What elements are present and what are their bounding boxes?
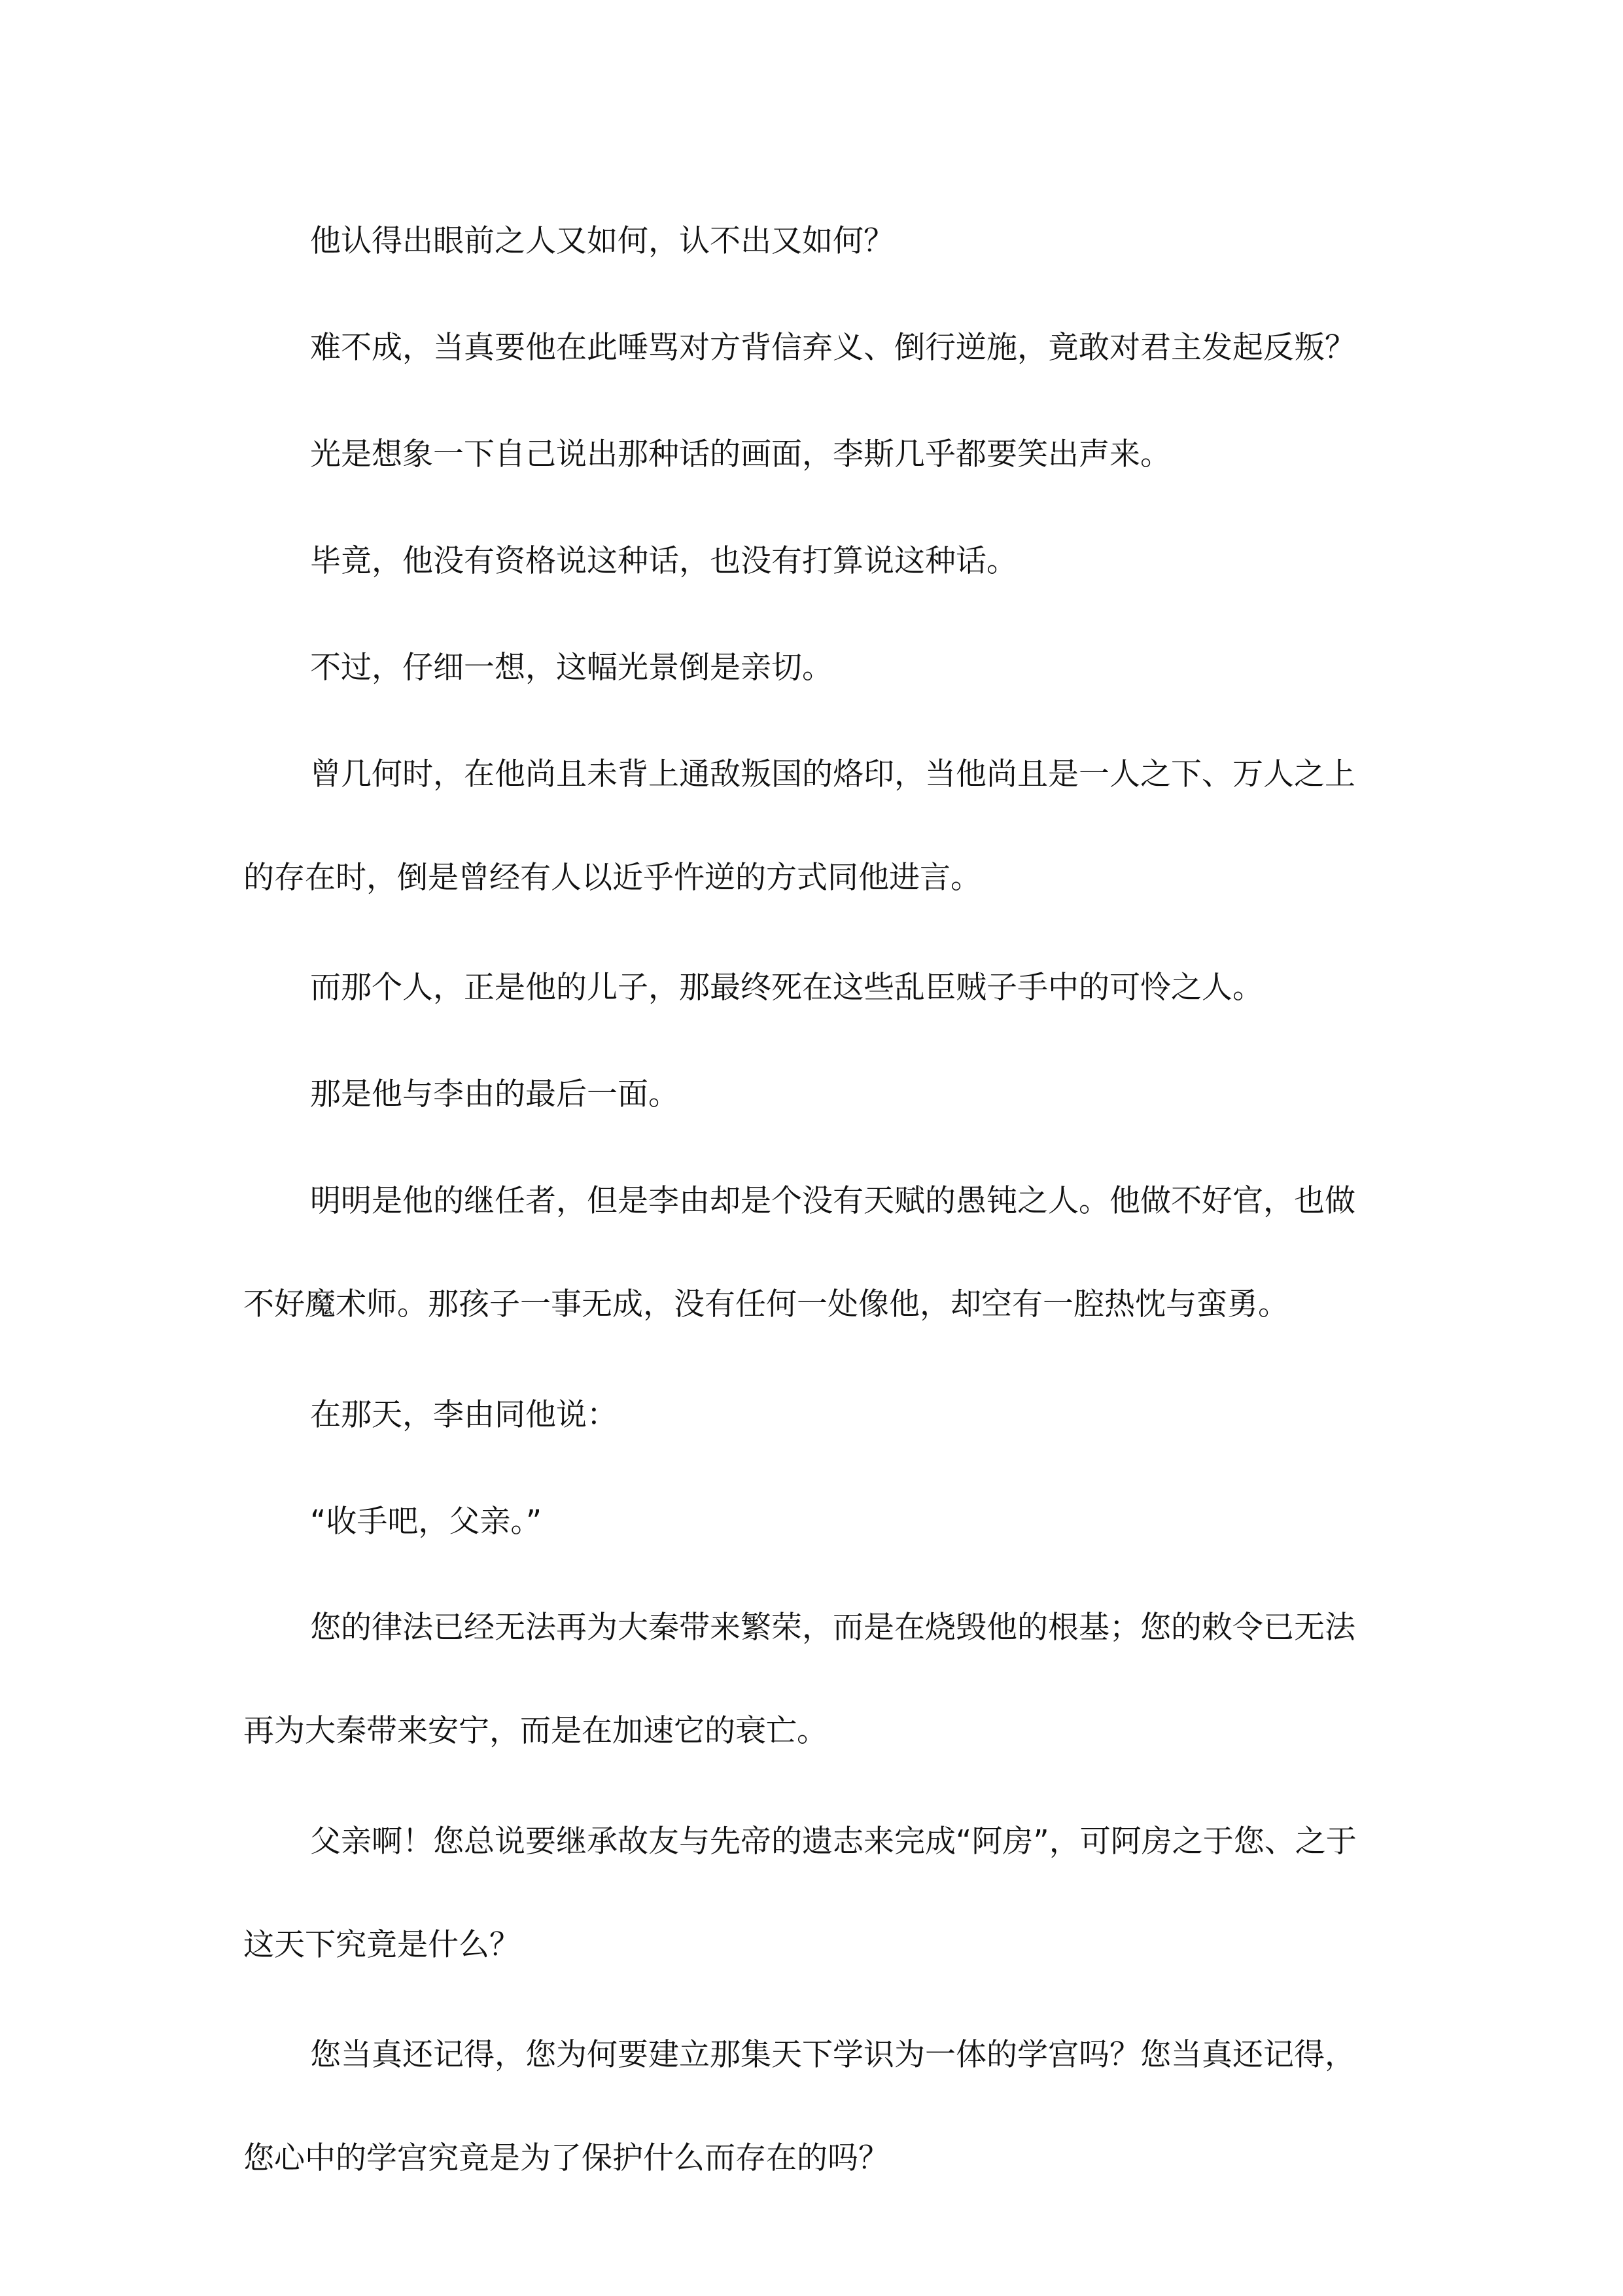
paragraph-2: 难不成，当真要他在此唾骂对方背信弃义、倒行逆施，竟敢对君主发起反叛？ [310, 330, 1355, 366]
paragraph-13: 父亲啊！您总说要继承故友与先帝的遗志来完成“阿房”，可阿房之于您、之于这天下究竟是什么？ [243, 1824, 1357, 1963]
paragraph-3: 光是想象一下自己说出那种话的画面，李斯几乎都要笑出声来。 [310, 436, 1171, 472]
paragraph-8: 那是他与李由的最后一面。 [310, 1076, 679, 1112]
paragraph-12: 您的律法已经无法再为大秦带来繁荣，而是在烧毁他的根基；您的敕令已无法再为大秦带来安宁，而是在加速它的衰亡。 [243, 1610, 1355, 1749]
paragraph-4: 毕竟，他没有资格说这种话，也没有打算说这种话。 [310, 543, 1017, 579]
paragraph-11: “收手吧，父亲。” [310, 1504, 542, 1540]
paragraph-6: 曾几何时，在他尚且未背上通敌叛国的烙印，当他尚且是一人之下、万人之上的存在时，倒是曾经有人以近乎忤逆的方式同他进言。 [243, 756, 1355, 896]
paragraph-10: 在那天，李由同他说： [310, 1397, 618, 1433]
paragraph-5: 不过，仔细一想，这幅光景倒是亲切。 [310, 650, 833, 686]
paragraph-14: 您当真还记得，您为何要建立那集天下学识为一体的学宫吗？您当真还记得，您心中的学宫究竟是为了保护什么而存在的吗？ [243, 2037, 1355, 2176]
paragraph-9: 明明是他的继任者，但是李由却是个没有天赋的愚钝之人。他做不好官，也做不好魔术师。那孩子一事无成，没有任何一处像他，却空有一腔热忱与蛮勇。 [243, 1183, 1355, 1322]
paragraph-1: 他认得出眼前之人又如何，认不出又如何？ [310, 223, 894, 259]
paragraph-7: 而那个人，正是他的儿子，那最终死在这些乱臣贼子手中的可怜之人。 [310, 970, 1263, 1006]
